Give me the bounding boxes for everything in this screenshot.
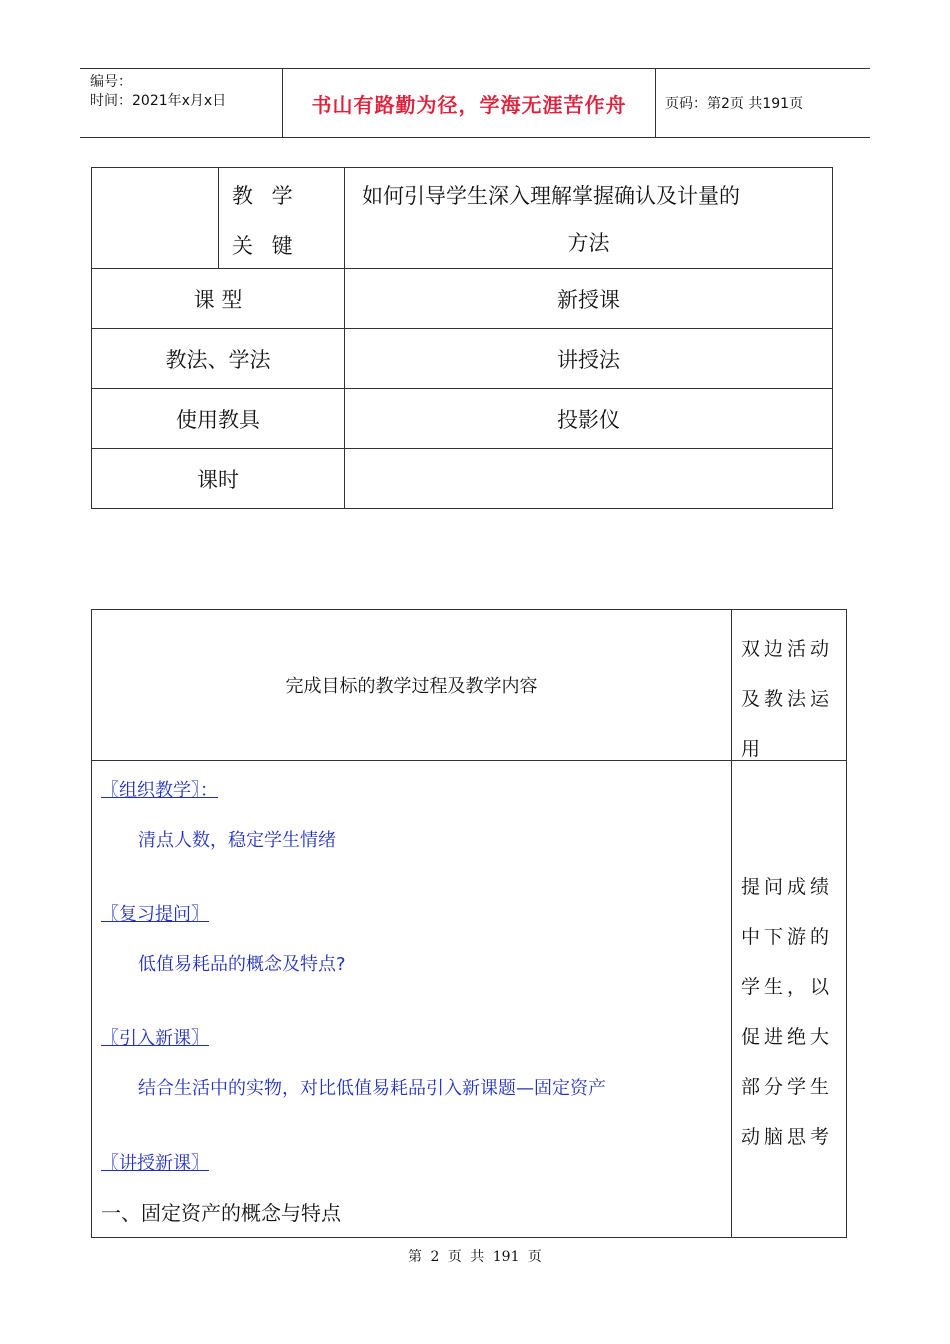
section-title-intro: 〖引入新课〗 [101,1028,209,1049]
row-value-hours [345,449,832,508]
lesson-info-table [91,167,833,509]
row-label-tools: 使用教具 [176,407,260,432]
page-info: 页码：第2页 共191页 [665,96,804,112]
activity-header-line: 用 [741,738,765,760]
row-value-type: 新授课 [557,287,620,312]
section-title-review: 〖复习提问〗 [101,904,209,925]
activity-column-header [741,624,837,774]
subheading: 一、固定资产的概念与特点 [101,1201,341,1225]
serial-label: 编号： [90,74,132,90]
row-label-hours: 课时 [197,467,239,492]
key-label-line2: 关 键 [232,234,299,258]
header-divider [655,69,656,137]
row-value-method: 讲授法 [557,347,620,372]
note-line: 提问成绩 [741,876,834,898]
teaching-notes [741,862,837,1162]
section-text-organize: 清点人数，稳定学生情绪 [138,830,336,851]
teaching-process-table [91,609,847,1238]
key-label-line1: 教 学 [232,184,299,208]
table-divider [92,760,846,761]
section-text-review: 低值易耗品的概念及特点? [138,954,346,975]
row-value-tools: 投影仪 [557,407,620,432]
motto: 书山有路勤为径，学海无涯苦作舟 [311,92,627,117]
section-title-organize: 〖组织教学〗： [101,780,218,801]
table-divider [731,610,732,1237]
row-label-type: 课 型 [193,287,243,312]
page-footer: 第 2 页 共 191 页 [408,1249,542,1265]
section-title-lecture: 〖讲授新课〗 [101,1153,209,1174]
note-line: 促进绝大 [741,1026,834,1048]
header-left [90,73,226,111]
date-line: 时间：2021年x月x日 [90,93,227,109]
row-label-method: 教法、学法 [165,347,271,372]
section-text-intro: 结合生活中的实物，对比低值易耗品引入新课题—固定资产 [138,1078,606,1099]
activity-header-line: 双边活动 [741,638,834,660]
activity-header-line: 及教法运 [741,688,834,710]
key-text-line2: 方法 [567,231,610,255]
process-column-header: 完成目标的教学过程及教学内容 [285,676,538,697]
page-header [80,68,870,138]
note-line: 动脑思考 [741,1126,834,1148]
note-line: 中下游的 [741,926,834,948]
note-line: 部分学生 [741,1076,834,1098]
key-text-line1: 如何引导学生深入理解掌握确认及计量的 [362,184,740,208]
table-divider [218,168,219,268]
note-line: 学生，以 [741,976,834,998]
